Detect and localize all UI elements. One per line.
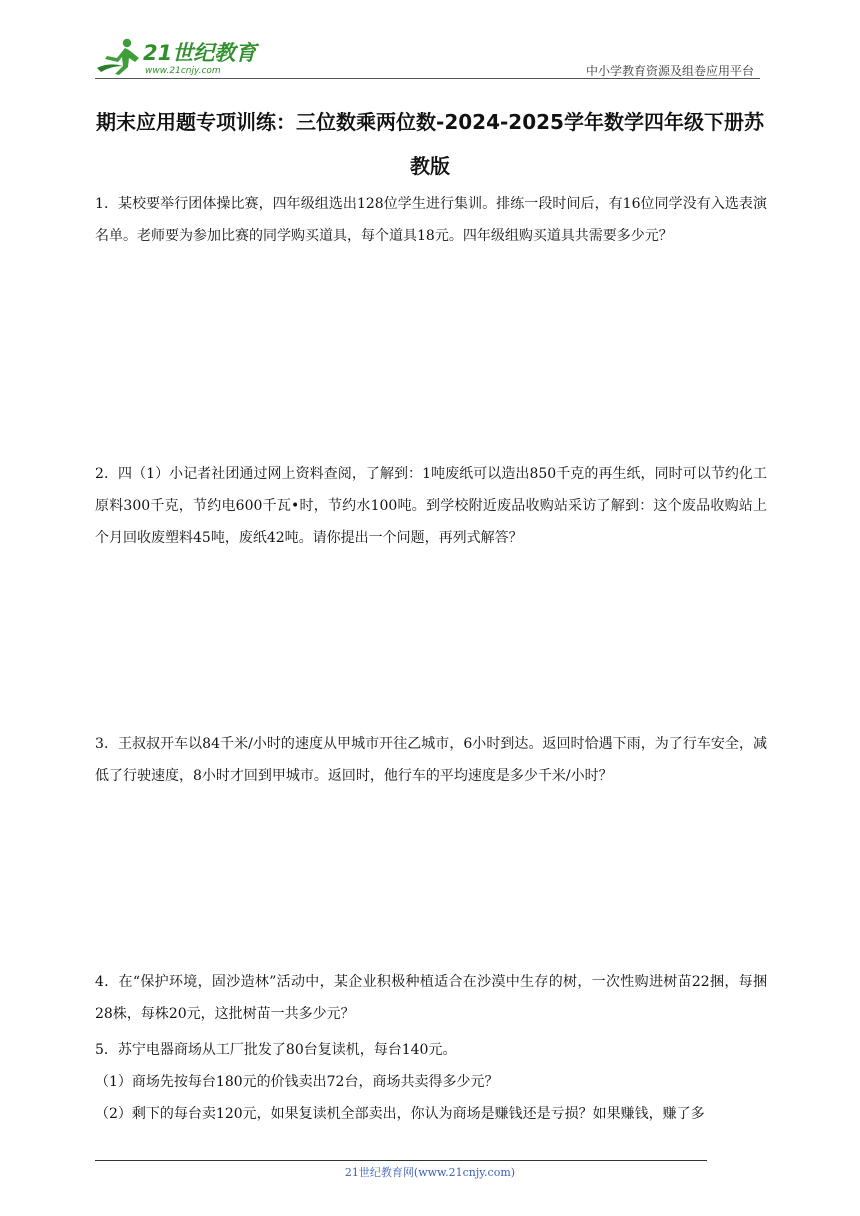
question-1: 1．某校要举行团体操比赛，四年级组选出128位学生进行集训。排练一段时间后，有16位同学没有入选表演名单。老师要为参加比赛的同学购买道具，每个道具18元。四年级组购买道具共需要多少元？ [95,196,767,244]
platform-name: 中小学教育资源及组卷应用平台 [585,64,754,78]
footer-divider [95,1160,707,1161]
question-4: 4．在“保护环境，固沙造林”活动中，某企业积极种植适合在沙漠中生存的树，一次性购进树苗22捆，每捆28株，每株20元，这批树苗一共多少元？ [95,974,767,1022]
logo-wordmark: 21世纪教育 [143,41,257,65]
question-5-part-1: （1）商场先按每台180元的价钱卖出72台，商场共卖得多少元？ [95,1074,499,1090]
header-divider [95,78,760,79]
question-3: 3．王叔叔开车以84千米/小时的速度从甲城市开往乙城市，6小时到达。返回时恰遇下雨，为了行车安全，减低了行驶速度，8小时才回到甲城市。返回时，他行车的平均速度是多少千米/小时？ [95,736,767,784]
question-5-part-2: （2）剩下的每台卖120元，如果复读机全部卖出，你认为商场是赚钱还是亏损？如果赚钱，赚了多 [95,1106,705,1122]
21cnjy-logo [95,36,265,76]
question-5 [95,1034,767,1130]
question-5-stem: 5．苏宁电器商场从工厂批发了80台复读机，每台140元。 [95,1042,457,1058]
document-title: 期末应用题专项训练：三位数乘两位数-2024-2025学年数学四年级下册苏教版 [96,110,764,178]
question-2: 2．四（1）小记者社团通过网上资料查阅，了解到：1吨废纸可以造出850千克的再生纸，同时可以节约化工原料300千克，节约电600千瓦•时，节约水100吨。到学校附近废品收购站采访了解到：这个废品收购站上个月回收废塑料45吨，废纸42吨。请你提出一个问题，再列式解答？ [95,466,767,546]
footer-source: 21世纪教育网(www.21cnjy.com) [344,1166,516,1179]
logo-url: www.21cnjy.com [145,66,221,76]
page-header [95,30,760,80]
